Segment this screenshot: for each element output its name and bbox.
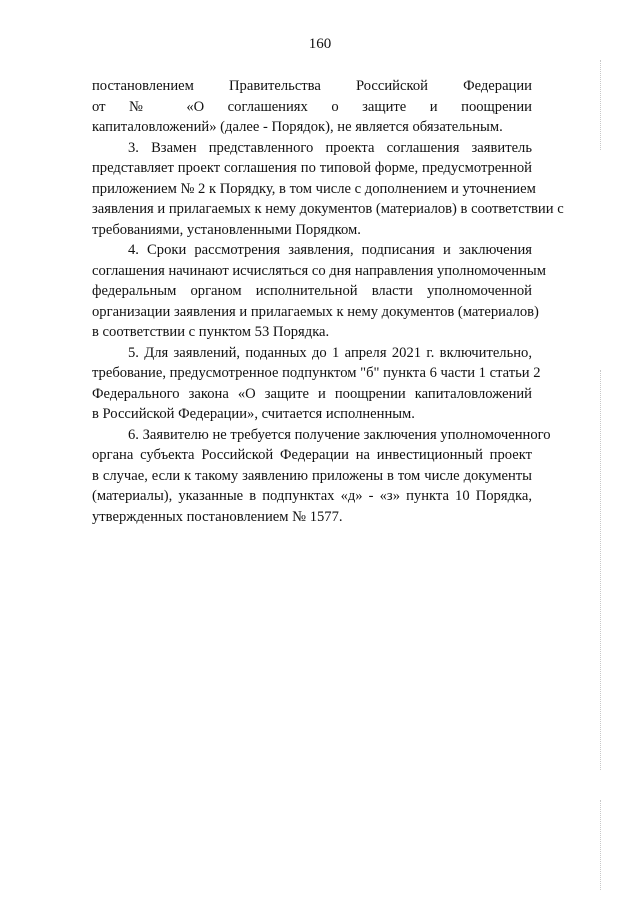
page-number: 160 <box>308 36 332 52</box>
text-line: в случае, если к такому заявлению приложены в том числе документы <box>92 467 532 484</box>
text-line: требование, предусмотренное подпунктом "б" пункта 6 части 1 статьи 2 <box>92 365 541 381</box>
text-line: (материалы), указанные в подпунктах «д» - «з» пункта 10 Порядка, <box>92 488 532 504</box>
text-line: утвержденных постановлением № 1577. <box>92 508 343 525</box>
margin-dots <box>600 370 603 770</box>
paragraph-4 <box>92 240 546 343</box>
text-line: от № «О соглашениях о защите и поощрении <box>92 98 532 115</box>
margin-dots <box>600 800 603 890</box>
text-line: постановлением Правительства Российской Федерации <box>92 78 532 94</box>
text-line: 4. Сроки рассмотрения заявления, подписания и заключения <box>128 242 532 258</box>
text-line: соглашения начинают исчисляться со дня направления уполномоченным <box>92 262 546 279</box>
paragraph-intro <box>92 76 532 138</box>
text-line: в соответствии с пунктом 53 Порядка. <box>92 324 330 340</box>
text-line: 3. Взамен представленного проекта соглашения заявитель <box>128 139 532 156</box>
paragraph-6 <box>92 425 551 528</box>
text-line: капиталовложений» (далее - Порядок), не является обязательным. <box>92 119 503 135</box>
text-line: Федерального закона «О защите и поощрении капиталовложений <box>92 385 532 402</box>
text-line: организации заявления и прилагаемых к нему документов (материалов) <box>92 303 539 320</box>
paragraph-5 <box>92 343 541 425</box>
document-body <box>92 76 564 527</box>
text-line: приложением № 2 к Порядку, в том числе с дополнением и уточнением <box>92 180 536 197</box>
text-line: требованиями, установленными Порядком. <box>92 221 361 238</box>
margin-dots <box>600 60 603 150</box>
text-line: 5. Для заявлений, поданных до 1 апреля 2021 г. включительно, <box>128 344 532 361</box>
text-line: 6. Заявителю не требуется получение заключения уполномоченного <box>128 426 551 443</box>
text-line: федеральным органом исполнительной власти уполномоченной <box>92 283 532 299</box>
text-line: представляет проект соглашения по типовой форме, предусмотренной <box>92 160 532 176</box>
text-line: органа субъекта Российской Федерации на инвестиционный проект <box>92 447 532 463</box>
text-line: заявления и прилагаемых к нему документов (материалов) в соответствии с <box>92 201 564 217</box>
text-line: в Российской Федерации», считается исполненным. <box>92 406 415 422</box>
paragraph-3 <box>92 138 564 241</box>
